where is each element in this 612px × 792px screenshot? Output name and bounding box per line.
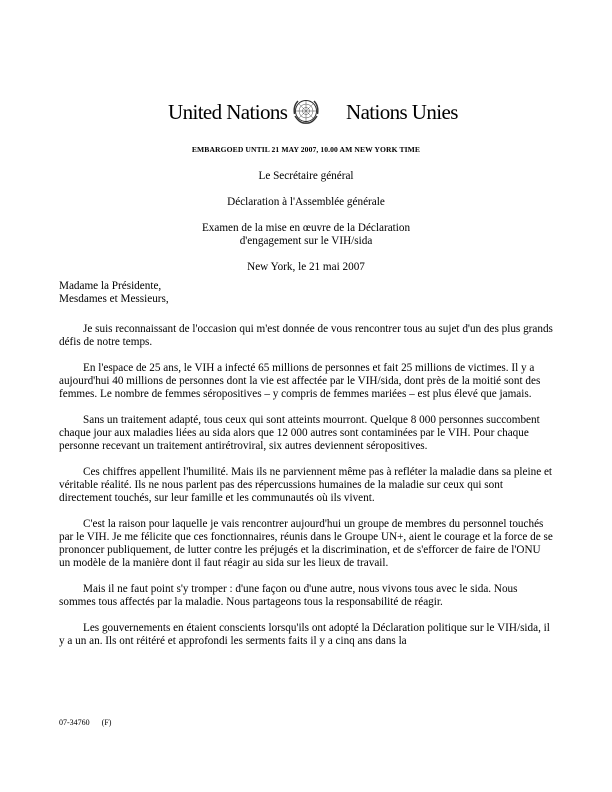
paragraph: En l'espace de 25 ans, le VIH a infecté 65 millions de personnes et fait 25 millions de victimes. Il y a aujourd'hui 40 millions de personnes dont la vie est affectée par le VIH/sida, dont près de la moitié sont des femmes. Le nombre de femmes séropositives – y compris de femmes mariées – est plus élevé que jamais. [59,362,541,400]
speech-body [59,323,553,661]
paragraph: Sans un traitement adapté, tous ceux qui sont atteints mourront. Quelque 8 000 personnes succombent chaque jour aux maladies liées au sida alors que 12 000 autres sont contaminées par le VIH. Pour chaque personne recevant un traitement antirétroviral, six autres deviennent séropositives. [59,414,540,452]
author-title: Le Secrétaire général [258,170,354,182]
document-footer [59,718,111,727]
paragraph: Mais il ne faut point s'y tromper : d'une façon ou d'une autre, nous vivons tous avec le sida. Nous sommes tous affectés par la maladie. Nous partageons tous la responsabilité de réagir. [59,583,518,608]
declaration-title: Déclaration à l'Assemblée générale [227,196,385,208]
un-name-english: United Nations [168,100,288,124]
paragraph: C'est la raison pour laquelle je vais rencontrer aujourd'hui un groupe de membres du personnel touchés par le VIH. Je me félicite que ces fonctionnaires, réunis dans le Groupe UN+, aient le courage et la force de se prononcer publiquement, de lutter contre les préjugés et la discrimination, et de s'efforcer de faire de l'ONU un modèle de la manière dont il faut réagir au sida sur les lieux de travail. [59,518,553,569]
paragraph: Les gouvernements en étaient conscients lorsqu'ils ont adopté la Déclaration politique sur le VIH/sida, il y a un an. Ils ont réitéré et approfondi les serments faits il y a cinq ans dans la [59,622,550,647]
letterhead [0,96,612,136]
paragraph: Ces chiffres appellent l'humilité. Mais ils ne parviennent même pas à refléter la maladie dans sa pleine et véritable réalité. Ils ne nous parlent pas des répercussions humaines de la maladie sur ceux qui sont directement touchés, sur leur famille et les communautés où ils vivent. [59,466,553,504]
un-name-french: Nations Unies [346,100,458,124]
language-code: (F) [101,718,112,727]
salutation-line-2: Mesdames et Messieurs, [59,293,169,305]
place-date: New York, le 21 mai 2007 [247,261,365,273]
salutation-line-1: Madame la Présidente, [59,280,162,292]
title-block [0,170,612,287]
subject-line-2: d'engagement sur le VIH/sida [239,235,373,247]
subject-line-1: Examen de la mise en œuvre de la Déclaration [201,222,411,234]
salutation [59,280,169,306]
un-emblem-icon [290,96,322,128]
document-number: 07-34760 [59,718,90,727]
embargo-notice: EMBARGOED UNTIL 21 MAY 2007, 10.00 AM NEW YORK TIME [191,145,421,154]
subject-title [0,222,612,248]
paragraph: Je suis reconnaissant de l'occasion qui m'est donnée de vous rencontrer tous au sujet d'un des plus grands défis de notre temps. [59,323,553,348]
